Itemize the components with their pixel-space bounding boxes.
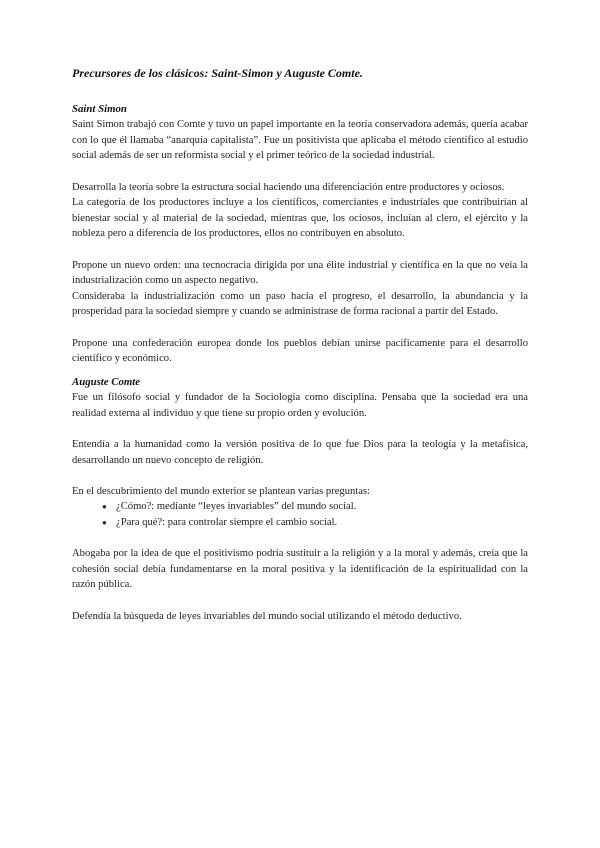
- paragraph: Abogaba por la idea de que el positivismo podría sustituir a la religión y a la moral y además, creía que la cohesión social debía fundamentarse en la moral positiva y la identificación de la espiritualidad con la razón pública.: [72, 548, 528, 591]
- paragraph: La categoría de los productores incluye a los científicos, comerciantes e industriales que contribuirían al bienestar social y al material de la sociedad, mientras que, los ociosos, incluían al clero, el ejército y la nobleza pero a diferencia de los productores, ellos no contribuyen en absoluto.: [72, 197, 528, 240]
- paragraph: Propone un nuevo orden: una tecnocracia dirigida por una élite industrial y científica en la que no veía la industrialización como un aspecto negativo.: [72, 259, 528, 287]
- paragraph: Defendía la búsqueda de leyes invariables del mundo social utilizando el método deductivo.: [72, 610, 462, 622]
- section-heading: Saint Simon: [72, 102, 127, 115]
- paragraph: Fue un filósofo social y fundador de la Sociología como disciplina. Pensaba que la sociedad era una realidad externa al individuo y que tiene su propio orden y evolución.: [72, 392, 528, 419]
- section-heading: Auguste Comte: [72, 375, 141, 388]
- section-auguste-comte: [72, 375, 528, 625]
- bullet-list: [72, 499, 528, 530]
- section-saint-simon: [72, 102, 528, 367]
- paragraph: Saint Simon trabajó con Comte y tuvo un papel importante en la teoría conservadora además, quería acabar con lo que él llamaba “anarquía capitalista”. Fue un positivista que aplicaba el método científico al estudio social además de ser un reformista social y el primer teórico de la sociedad industrial.: [72, 119, 528, 162]
- paragraph: Entendía a la humanidad como la versión positiva de lo que fue Dios para la teología y la metafísica, desarrollando un nuevo concepto de religión.: [72, 439, 528, 466]
- paragraph: Propone una confederación europea donde los pueblos debían unirse pacíficamente para el desarrollo científico y económico.: [72, 337, 528, 365]
- paragraph: En el descubrimiento del mundo exterior se plantean varias preguntas:: [72, 485, 371, 497]
- document-title: Precursores de los clásicos: Saint-Simon y Auguste Comte.: [72, 66, 363, 80]
- paragraph: Desarrolla la teoría sobre la estructura social haciendo una diferenciación entre productores y ociosos.: [72, 181, 505, 193]
- list-item: ● ¿Cómo?: mediante “leyes invariables” del mundo social.: [102, 499, 528, 515]
- list-item: ● ¿Para qué?: para controlar siempre el cambio social.: [102, 515, 528, 531]
- paragraph: Consideraba la industrialización como un paso hacia el progreso, el desarrollo, la abundancia y la prosperidad para la sociedad siempre y cuando se administrase de forma racional a partir del Estado.: [72, 290, 528, 318]
